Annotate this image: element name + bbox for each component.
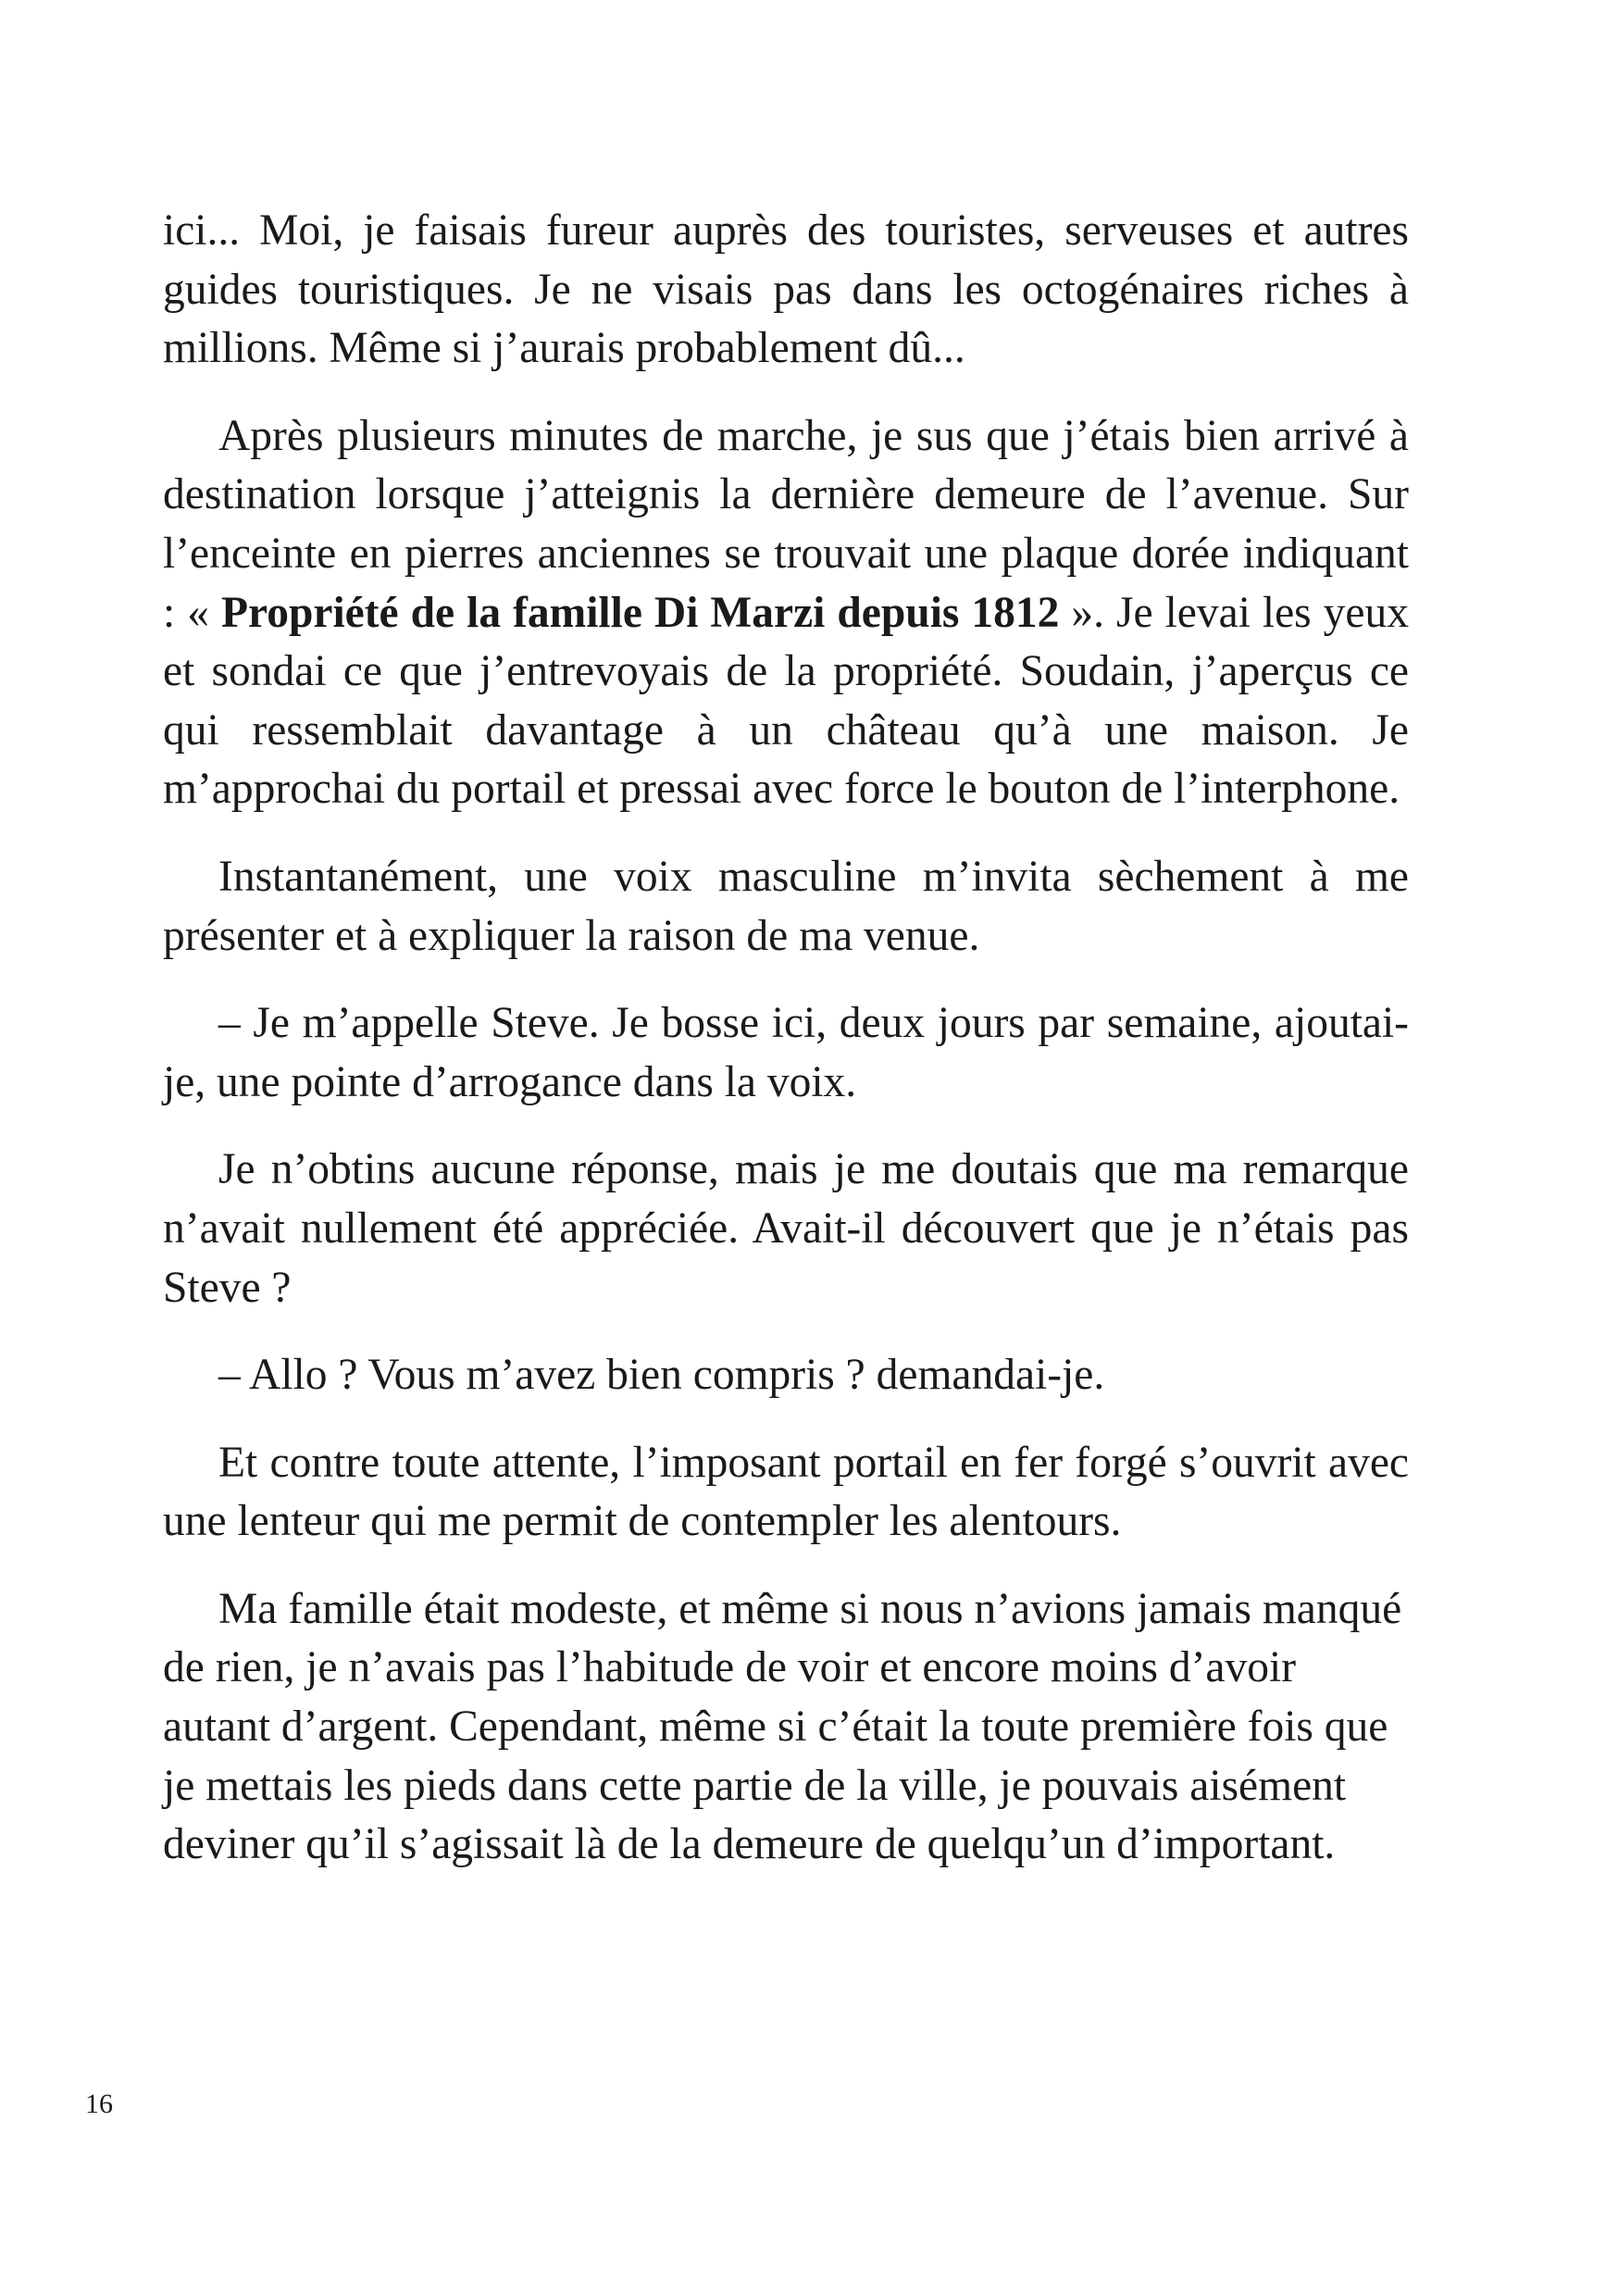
page-body-text [163, 202, 1409, 1903]
page-number: 16 [85, 2089, 113, 2119]
paragraph: Ma famille était modeste, et même si nous n’avions jamais manqué de rien, je n’avais pas l’habitude de voir et encore moins d’avoir autant d’argent. Cependant, même si c’était la toute première fois que je mettais les pieds dans cette partie de la ville, je pouvais aisément deviner qu’il s’agissait là de la demeure de quelqu’un d’important. [163, 1584, 1402, 1869]
dialogue-paragraph: – Allo ? Vous m’avez bien compris ? demandai-je. [218, 1351, 1105, 1400]
paragraph: Je n’obtins aucune réponse, mais je me doutais que ma remarque n’avait nullement été appréciée. Avait-il découvert que je n’étais pas Steve ? [163, 1145, 1409, 1312]
dialogue-paragraph: – Je m’appelle Steve. Je bosse ici, deux jours par semaine, ajoutai-je, une pointe d’arrogance dans la voix. [163, 999, 1409, 1106]
paragraph: Et contre toute attente, l’imposant portail en fer forgé s’ouvrit avec une lenteur qui me permit de contempler les alentours. [163, 1438, 1409, 1546]
paragraph: Instantanément, une voix masculine m’invita sèchement à me présenter et à expliquer la raison de ma venue. [163, 852, 1409, 960]
plaque-inscription-bold: Propriété de la famille Di Marzi depuis 1812 [220, 588, 1060, 637]
paragraph-text-after-bold: ». Je levai les yeux et sondai ce que j’entrevoyais de la propriété. Soudain, j’aperçus ce qui ressemblait davantage à un château qu’à une maison. Je m’approchai du portail et pressai avec force le bouton de l’interphone. [163, 588, 1410, 814]
paragraph-with-plaque-quote [163, 407, 1409, 819]
paragraph-text-before-bold: Après plusieurs minutes de marche, je sus que j’étais bien arrivé à destination lorsque j’atteignis la dernière demeure de l’avenue. Sur l’enceinte en pierres anciennes se trouvait une plaque dorée indiquant : « [163, 411, 1409, 637]
paragraph: ici... Moi, je faisais fureur auprès des touristes, serveuses et autres guides touristiques. Je ne visais pas dans les octogénaires riches à millions. Même si j’aurais probablement dû... [163, 206, 1409, 373]
